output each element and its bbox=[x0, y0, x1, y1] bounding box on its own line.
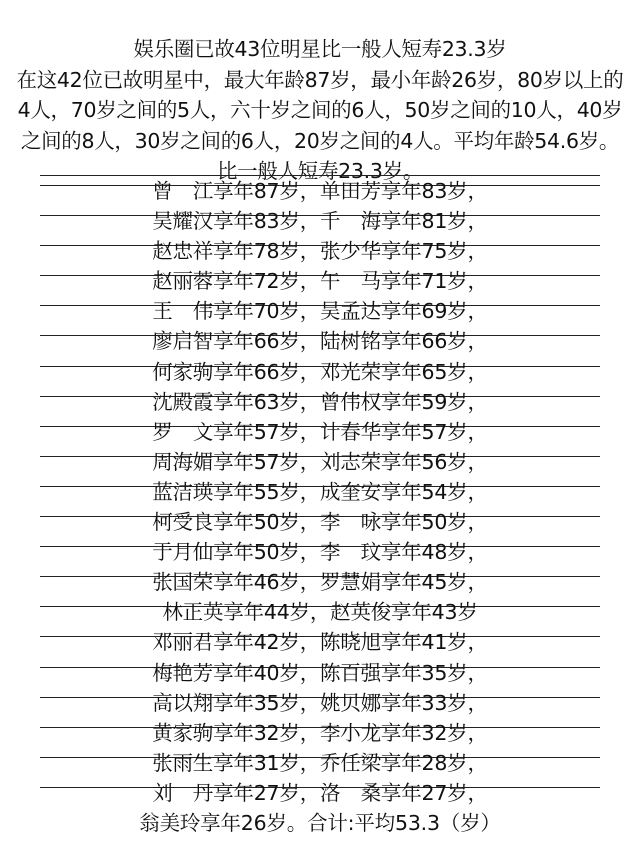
list-item bbox=[0, 296, 640, 326]
list-item-text: 何家驹享年66岁，邓光荣享年65岁， bbox=[152, 359, 488, 384]
list-item bbox=[0, 266, 640, 296]
list-item-text: 翁美玲享年26岁。合计:平均53.3（岁） bbox=[139, 810, 501, 835]
list-item bbox=[0, 236, 640, 266]
list-item bbox=[0, 567, 640, 597]
list-item-text: 赵丽蓉享年72岁，午 马享年71岁， bbox=[152, 269, 488, 294]
list-item bbox=[0, 808, 640, 838]
list-item-text: 张雨生享年31岁，乔任梁享年28岁， bbox=[152, 750, 488, 775]
list-item bbox=[0, 477, 640, 507]
list-item bbox=[0, 176, 640, 206]
list-item-text: 赵忠祥享年78岁，张少华享年75岁， bbox=[152, 239, 488, 264]
list-item-text: 张国荣享年46岁，罗慧娟享年45岁， bbox=[152, 570, 488, 595]
list-item bbox=[0, 537, 640, 567]
list-item bbox=[0, 778, 640, 808]
summary-paragraph: 在这42位已故明星中，最大年龄87岁，最小年龄26岁，80岁以上的4人，70岁之间的5人，六十岁之间的6人，50岁之间的10人，40岁之间的8人，30岁之间的6人，20岁之间的4人。平均年龄54.6岁。比一般人短寿23.3岁。 bbox=[16, 67, 624, 183]
lifespan-list bbox=[0, 176, 640, 838]
list-item bbox=[0, 447, 640, 477]
list-item-text: 廖启智享年66岁，陆树铭享年66岁， bbox=[152, 329, 488, 354]
list-item-text: 周海媚享年57岁，刘志荣享年56岁， bbox=[152, 449, 488, 474]
list-item bbox=[0, 417, 640, 447]
list-item bbox=[0, 507, 640, 537]
list-item-text: 吴耀汉享年83岁，千 海享年81岁， bbox=[152, 209, 488, 234]
list-item bbox=[0, 597, 640, 627]
list-item bbox=[0, 326, 640, 356]
list-item-text: 高以翔享年35岁，姚贝娜享年33岁， bbox=[152, 690, 488, 715]
list-item-text: 邓丽君享年42岁，陈晓旭享年41岁， bbox=[152, 630, 488, 655]
list-item bbox=[0, 357, 640, 387]
list-item-text: 黄家驹享年32岁，李小龙享年32岁， bbox=[152, 720, 488, 745]
list-item bbox=[0, 658, 640, 688]
list-item bbox=[0, 627, 640, 657]
list-item bbox=[0, 206, 640, 236]
document-title: 娱乐圈已故43位明星比一般人短寿23.3岁 bbox=[133, 37, 507, 61]
list-item-text: 林正英享年44岁，赵英俊享年43岁 bbox=[162, 600, 478, 625]
list-item-text: 罗 文享年57岁，计春华享年57岁， bbox=[152, 419, 488, 444]
list-item-text: 刘 丹享年27岁，洛 桑享年27岁， bbox=[152, 780, 488, 805]
list-item bbox=[0, 688, 640, 718]
list-item bbox=[0, 718, 640, 748]
list-item bbox=[0, 387, 640, 417]
list-item bbox=[0, 748, 640, 778]
list-item-text: 柯受良享年50岁，李 咏享年50岁， bbox=[152, 510, 488, 535]
list-item-text: 沈殿霞享年63岁，曾伟权享年59岁， bbox=[152, 389, 488, 414]
list-item-text: 于月仙享年50岁，李 玟享年48岁， bbox=[152, 540, 488, 565]
list-item-text: 王 伟享年70岁，吴孟达享年69岁， bbox=[152, 299, 488, 324]
list-item-text: 梅艳芳享年40岁，陈百强享年35岁， bbox=[152, 660, 488, 685]
intro-block bbox=[12, 34, 628, 187]
list-item-text: 曾 江享年87岁，单田芳享年83岁， bbox=[152, 179, 488, 203]
list-item-text: 蓝洁瑛享年55岁，成奎安享年54岁， bbox=[152, 479, 488, 504]
